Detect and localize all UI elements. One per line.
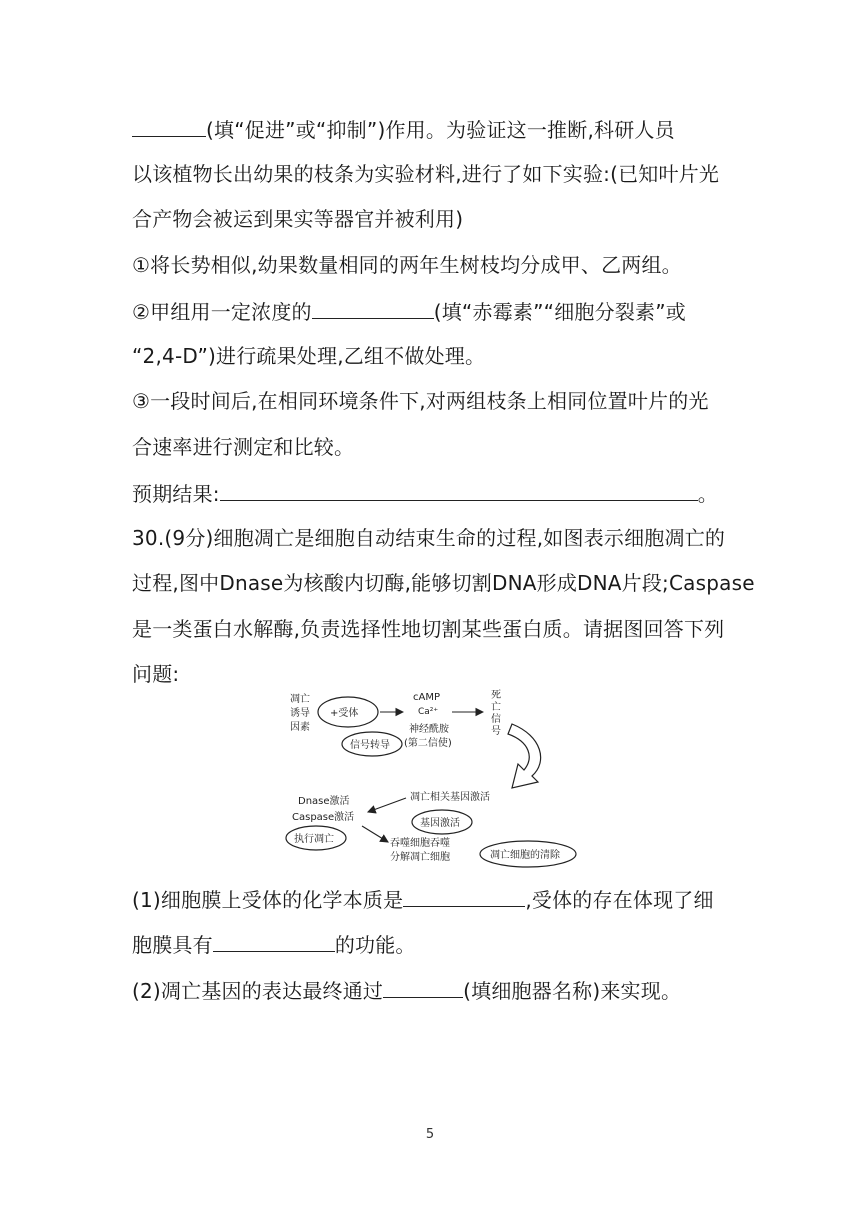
text-line-5: ②甲组用一定浓度的 (填“赤霉素”“细胞分裂素”或 <box>132 296 686 326</box>
text-line-3: 合产物会被运到果实等器官并被利用) <box>132 207 464 231</box>
arrow-to-enzymes <box>368 798 406 812</box>
question-30-line-2: 过程,图中Dnase为核酸内切酶,能够切割DNA形成DNA片段;Caspase <box>132 571 755 595</box>
death-signal-label: 死 <box>491 690 501 701</box>
messenger-label: cAMP <box>413 692 440 703</box>
inducer-label: 诱导 <box>290 708 310 719</box>
answer-blank[interactable] <box>213 929 335 952</box>
text-line-6: “2,4-D”)进行疏果处理,乙组不做处理。 <box>132 344 486 368</box>
answer-blank[interactable] <box>312 296 434 319</box>
sub-question-1-line-2: 胞膜具有 的功能。 <box>132 929 416 959</box>
text-line-2: 以该植物长出幼果的枝条为实验材料,进行了如下实验:(已知叶片光 <box>132 162 720 186</box>
page-number: 5 <box>425 1127 435 1142</box>
gene-activation-text: 基因激活 <box>420 818 460 829</box>
death-signal-label: 号 <box>491 726 501 737</box>
signal-transduction-label: 信号转导 <box>350 740 390 751</box>
phagocyte-label: 吞噬细胞吞噬 <box>390 838 450 849</box>
text-line-1: (填“促进”或“抑制”)作用。为验证这一推断,科研人员 <box>132 114 675 144</box>
apoptosis-diagram <box>280 684 590 874</box>
arrow-to-phagocyte <box>362 826 388 842</box>
phagocyte-label: 分解凋亡细胞 <box>390 852 450 863</box>
sub-question-2-line: (2)凋亡基因的表达最终通过 (填细胞器名称)来实现。 <box>132 975 681 1005</box>
clearance-label: 凋亡细胞的清除 <box>490 850 560 861</box>
death-signal-label: 亡 <box>491 702 501 713</box>
curved-arrow-icon <box>508 724 541 788</box>
inducer-label: 凋亡 <box>290 694 310 705</box>
messenger-label: Ca²⁺ <box>418 707 439 717</box>
execute-label: 执行凋亡 <box>294 834 334 845</box>
text-line-8: 合速率进行测定和比较。 <box>132 435 355 459</box>
question-30-line-4: 问题: <box>132 662 180 686</box>
text-line-9: 预期结果: 。 <box>132 478 718 508</box>
messenger-label: (第二信使) <box>404 738 452 749</box>
answer-blank[interactable] <box>132 114 206 137</box>
answer-blank[interactable] <box>220 478 698 501</box>
sub-question-1-line-1: (1)细胞膜上受体的化学本质是 ,受体的存在体现了细 <box>132 884 714 914</box>
answer-blank[interactable] <box>383 975 463 998</box>
text-line-4: ①将长势相似,幼果数量相同的两年生树枝均分成甲、乙两组。 <box>132 253 682 277</box>
death-signal-label: 信 <box>491 714 501 725</box>
question-30-line-1: 30.(9分)细胞凋亡是细胞自动结束生命的过程,如图表示细胞凋亡的 <box>132 526 726 550</box>
answer-blank[interactable] <box>403 884 525 907</box>
receptor-label: +受体 <box>330 708 359 719</box>
caspase-label: Caspase激活 <box>292 812 355 823</box>
messenger-label: 神经酰胺 <box>409 724 449 735</box>
question-30-line-3: 是一类蛋白水解酶,负责选择性地切割某些蛋白质。请据图回答下列 <box>132 617 725 641</box>
gene-activation-label: 凋亡相关基因激活 <box>410 792 490 803</box>
inducer-label: 因素 <box>290 722 310 733</box>
dnase-label: Dnase激活 <box>298 796 350 807</box>
text-line-7: ③一段时间后,在相同环境条件下,对两组枝条上相同位置叶片的光 <box>132 389 709 413</box>
